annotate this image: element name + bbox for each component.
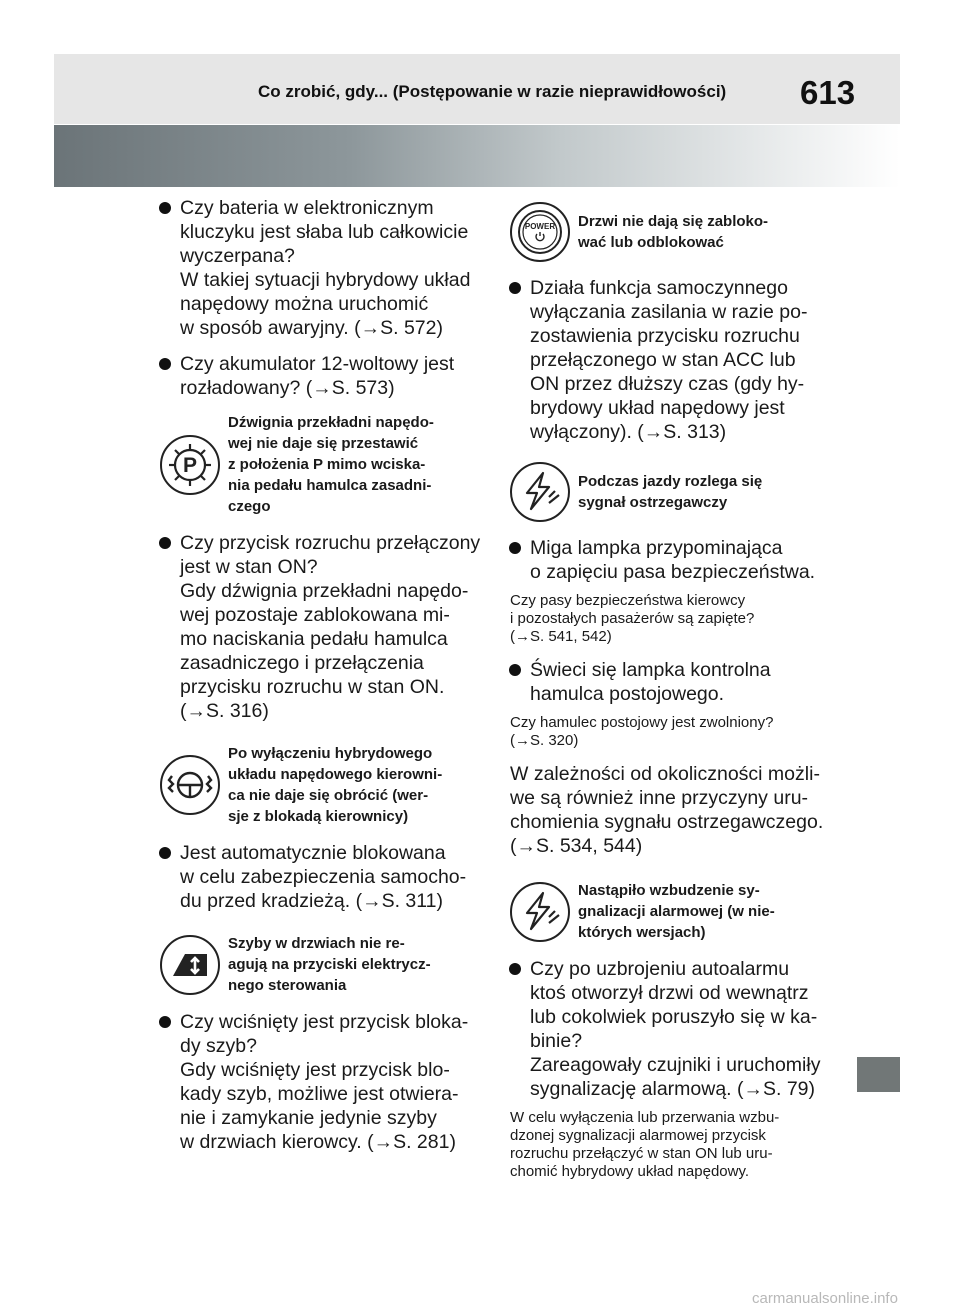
bullet-power-switch-on	[158, 531, 488, 723]
bullet-window-lock	[158, 1010, 488, 1154]
steering-lock-section	[160, 743, 488, 827]
bullet-text: Czy akumulator 12-woltowy jest rozładowany? (→S. 573)	[180, 353, 455, 399]
note-alarm-stop: W celu wyłączenia lub przerwania wzbu- dzonej sygnalizacji alarmowej przycisk rozruchu przełączyć w stan ON lub uru- chomić hybrydowy układ napędowy.	[510, 1109, 780, 1180]
bullet-question: Czy po uzbrojeniu autoalarmu ktoś otworzył drzwi od wewnątrz lub cokolwiek poruszyło się w ka- binie?	[530, 958, 818, 1052]
bullet-12v-battery	[158, 352, 488, 400]
power-button-icon	[510, 202, 570, 262]
chapter-side-tab	[857, 1057, 900, 1092]
note-seatbelts: Czy pasy bezpieczeństwa kierowcy i pozostałych pasażerów są zapięte? (→S. 541, 542)	[510, 592, 755, 645]
alarm-section	[510, 880, 842, 943]
shift-section-title: Dźwignia przekładni napędo- wej nie daje się przestawić z położenia P mimo wciska- nia pedału hamulca zasadni- czego	[228, 414, 434, 515]
alarm-section-title: Nastąpiło wzbudzenie sy- gnalizacji alarmowej (w nie- których wersjach)	[578, 882, 775, 941]
bullet-answer: Gdy dźwignia przekładni napędo- wej pozostaje zablokowana mi- mo naciskania pedału hamulca zasadniczego i przełączenia przycisku rozruchu w stan ON. (→S. 316)	[180, 580, 469, 722]
bullet-parking-brake-light	[508, 658, 842, 706]
bullet-auto-power-off	[508, 276, 842, 444]
shift-lever-section	[160, 412, 488, 517]
bullet-auto-lock	[158, 841, 488, 913]
alarm-icon	[510, 882, 570, 942]
bullet-alarm-trigger	[508, 957, 842, 1101]
power-window-icon	[160, 935, 220, 995]
right-column	[508, 196, 842, 1193]
door-lock-section-title: Drzwi nie dają się zabloko- wać lub odblokować	[578, 213, 769, 251]
bullet-question: Czy przycisk rozruchu przełączony jest w stan ON?	[180, 532, 481, 578]
page-header-title: Co zrobić, gdy... (Postępowanie w razie nieprawidłowości)	[258, 82, 727, 101]
bullet-question: Czy wciśnięty jest przycisk bloka- dy szyb?	[180, 1011, 469, 1057]
steering-section-title: Po wyłączeniu hybrydowego układu napędowego kierowni- ca nie daje się obrócić (wer- sje z blokadą kierownicy)	[228, 745, 443, 825]
window-section-title: Szyby w drzwiach nie re- agują na przyciski elektrycz- nego sterowania	[228, 935, 431, 994]
watermark: carmanualsonline.info	[752, 1290, 898, 1307]
bullet-text: Świeci się lampka kontrolna hamulca postojowego.	[530, 659, 771, 705]
bullet-text: Miga lampka przypominająca o zapięciu pasa bezpieczeństwa.	[530, 537, 816, 583]
paragraph-other-causes: W zależności od okoliczności możli- we są również inne przyczyny uru- chomienia sygnału ostrzegawczego. (→S. 534, 544)	[510, 763, 824, 857]
bullet-text: Jest automatycznie blokowana w celu zabezpieczenia samocho- du przed kradzieżą. (→S. 311)	[180, 842, 467, 912]
power-icon-label: POWER	[524, 222, 556, 231]
left-column	[158, 196, 488, 1166]
buzzer-icon	[510, 462, 570, 522]
bullet-battery	[158, 196, 488, 340]
bullet-answer: Zareagowały czujniki i uruchomiły sygnalizację alarmową. (→S. 79)	[530, 1054, 821, 1100]
power-window-section	[160, 933, 488, 996]
buzzer-section-title: Podczas jazdy rozlega się sygnał ostrzegawczy	[578, 473, 763, 511]
bullet-question: Czy bateria w elektronicznym kluczyku jest słaba lub całkowicie wyczerpana?	[180, 197, 469, 267]
bullet-answer: Gdy wciśnięty jest przycisk blo- kady szyb, możliwe jest otwiera- nie i zamykanie jedynie szyby w drzwiach kierowcy. (→S. 281)	[180, 1059, 459, 1153]
shift-icon-letter: P	[182, 453, 198, 477]
steering-wheel-icon	[160, 755, 220, 815]
bullet-text: Działa funkcja samoczynnego wyłączania zasilania w razie po- zostawienia przycisku rozruchu przełączonego w stan ACC lub ON przez dłuższy czas (gdy hy- brydowy układ napędowy jest wyłączony). (→S. 313)	[530, 277, 808, 443]
shift-lock-gear-icon	[160, 435, 220, 495]
note-parking-brake: Czy hamulec postojowy jest zwolniony? (→S. 320)	[510, 714, 774, 749]
warning-buzzer-section	[510, 462, 842, 522]
bullet-seatbelt-reminder	[508, 536, 842, 584]
bullet-answer: W takiej sytuacji hybrydowy układ napędowy można uruchomić w sposób awaryjny. (→S. 572)	[180, 269, 471, 339]
section-banner	[54, 125, 900, 187]
door-lock-section	[510, 202, 842, 262]
page-number: 613	[800, 74, 856, 111]
